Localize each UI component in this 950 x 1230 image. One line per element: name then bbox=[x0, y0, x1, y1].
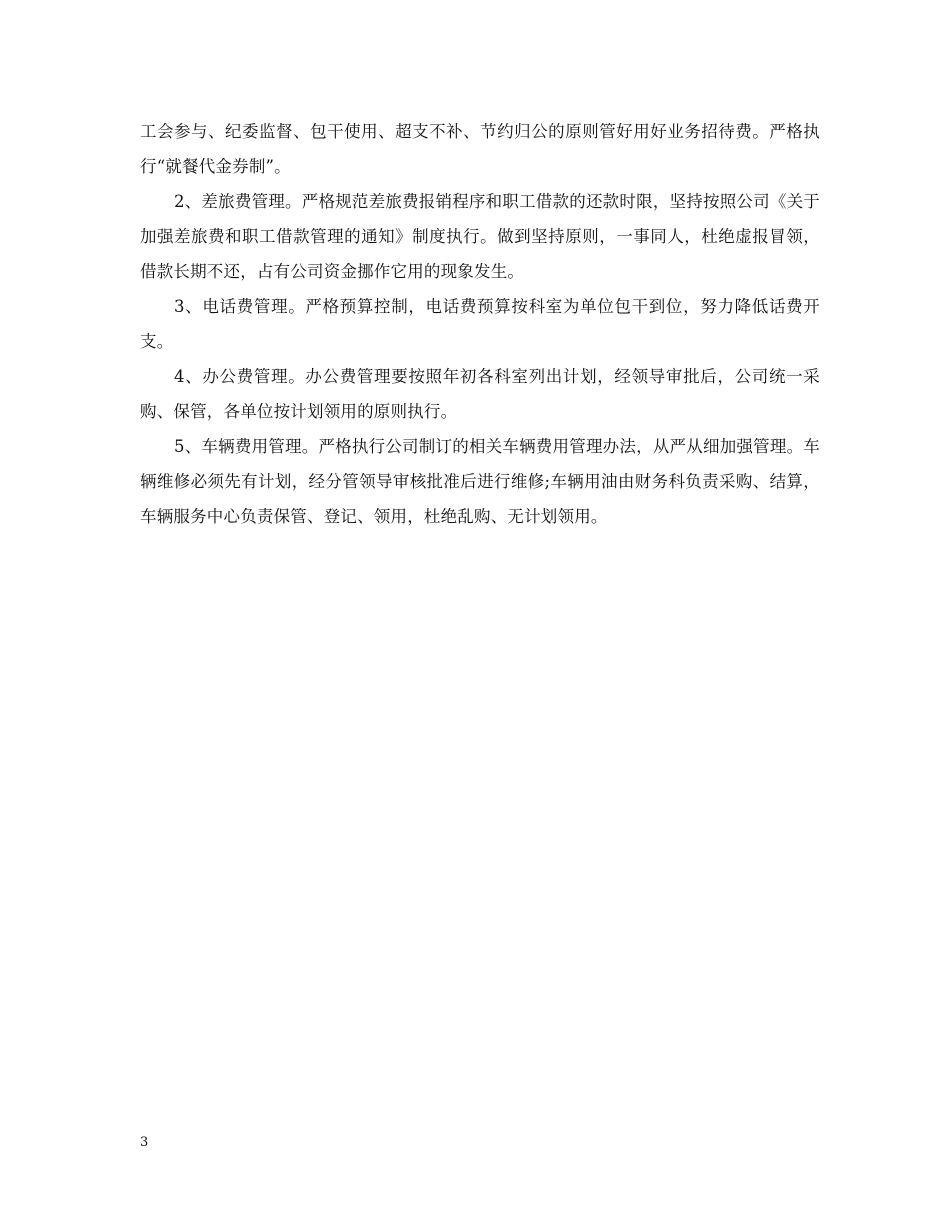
document-body bbox=[140, 114, 820, 534]
paragraph-vehicle-expense: 5、车辆费用管理。严格执行公司制订的相关车辆费用管理办法，从严从细加强管理。车辆维修必须先有计划，经分管领导审核批准后进行维修;车辆用油由财务科负责采购、结算，车辆服务中心负责保管、登记、领用，杜绝乱购、无计划领用。 bbox=[140, 437, 820, 526]
paragraph-continuation: 工会参与、纪委监督、包干使用、超支不补、节约归公的原则管好用好业务招待费。严格执行“就餐代金券制”。 bbox=[140, 122, 820, 176]
page-number: 3 bbox=[140, 1135, 149, 1150]
paragraph-travel-expense: 2、差旅费管理。严格规范差旅费报销程序和职工借款的还款时限，坚持按照公司《关于加强差旅费和职工借款管理的通知》制度执行。做到坚持原则，一事同人，杜绝虚报冒领，借款长期不还，占有公司资金挪作它用的现象发生。 bbox=[140, 192, 820, 281]
paragraph-office-expense: 4、办公费管理。办公费管理要按照年初各科室列出计划，经领导审批后，公司统一采购、保管，各单位按计划领用的原则执行。 bbox=[140, 367, 820, 421]
paragraph-phone-expense: 3、电话费管理。严格预算控制，电话费预算按科室为单位包干到位，努力降低话费开支。 bbox=[140, 297, 820, 351]
